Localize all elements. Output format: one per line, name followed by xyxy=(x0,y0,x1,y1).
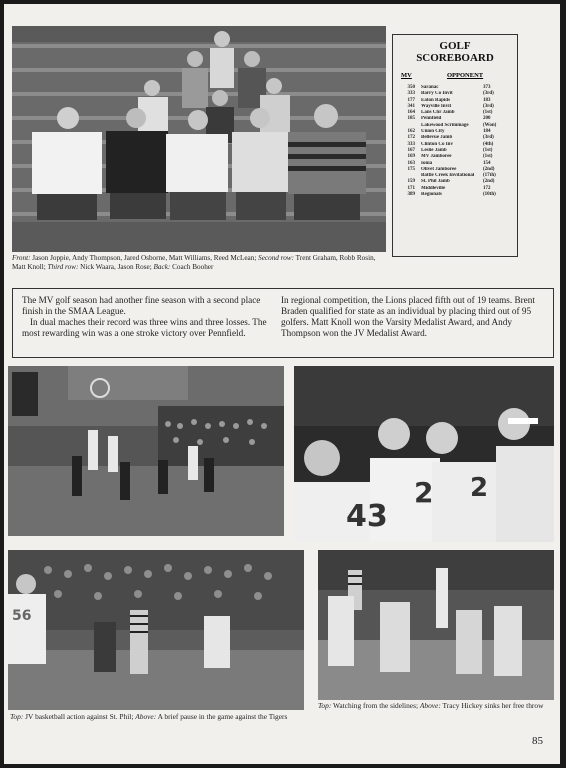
jersey-number-43: 43 xyxy=(346,499,388,534)
scoreboard-result: (Won) xyxy=(483,122,497,128)
scoreboard-opponent: Wayville Invit xyxy=(421,103,452,109)
scoreboard-result: (1st) xyxy=(483,110,493,116)
scoreboard-mv: 333 xyxy=(407,91,415,97)
scoreboard-result: 154 xyxy=(483,160,491,166)
scoreboard-mv: 162 xyxy=(407,129,415,135)
scoreboard-mv: 164 xyxy=(407,110,415,116)
story-paragraph: In regional competition, the Lions placed fifth out of 19 teams. Brent Braden qualified for state as an individual by placing third out of 95 golfers. Matt Knoll won the Varsity Medalist Award, and Andy Thompson won the JV Medalist Award. xyxy=(281,295,535,338)
scoreboard-title: GOLF SCOREBOARD xyxy=(416,40,494,64)
jersey-number-56: 56 xyxy=(12,608,32,624)
scoreboard-mv: 389 xyxy=(407,192,415,198)
scoreboard-result: (10th) xyxy=(483,192,496,198)
scoreboard-mv: 333 xyxy=(407,141,415,147)
scoreboard-opponent: Saranac xyxy=(421,85,439,90)
scoreboard-mv: 175 xyxy=(407,166,415,172)
scoreboard-mv: 177 xyxy=(407,97,415,103)
scoreboard-header xyxy=(393,72,517,79)
scoreboard-result: 373 xyxy=(483,85,491,90)
story-paragraph: The MV golf season had another fine season with a second place finish in the SMAA League. xyxy=(22,295,261,316)
game-pause-photo xyxy=(8,550,304,710)
jersey-number: 2 xyxy=(470,473,489,503)
scoreboard-row xyxy=(399,192,517,198)
scoreboard-result: (3rd) xyxy=(483,91,494,97)
scoreboard-result: (3rd) xyxy=(483,103,494,109)
scoreboard-result: (2nd) xyxy=(483,179,495,185)
scoreboard-opponent: Middleville xyxy=(421,185,446,191)
free-throw-photo xyxy=(318,550,554,700)
scoreboard-rows xyxy=(393,85,517,198)
scoreboard-opponent: Leslie Jamb xyxy=(421,147,447,153)
scoreboard-opponent: Bellevue Jamb xyxy=(421,135,453,141)
scoreboard-mv: 159 xyxy=(407,179,415,185)
scoreboard-opponent: Eaton Rapids xyxy=(421,97,451,103)
scoreboard-opponent: Lakewood Scrimmage xyxy=(421,122,469,128)
scoreboard-opponent: Barry Co Invit xyxy=(421,91,453,97)
scoreboard-opponent: St. Phil Jamb xyxy=(421,179,450,185)
scoreboard-result: 200 xyxy=(483,116,491,122)
scoreboard-result: 172 xyxy=(483,185,491,191)
scoreboard-mv: 172 xyxy=(407,135,415,141)
scoreboard-opponent: Ionia xyxy=(421,160,433,166)
story-column-left xyxy=(22,295,276,339)
scoreboard-mv: 185 xyxy=(407,116,415,122)
scoreboard-result: (17th) xyxy=(483,173,496,179)
scoreboard-opponent: Olivet Jamboree xyxy=(421,166,457,172)
scoreboard-opponent: Pennfield xyxy=(421,116,442,122)
scoreboard-mv: 169 xyxy=(407,154,415,160)
yearbook-page xyxy=(4,4,560,764)
scoreboard-result: (2nd) xyxy=(483,166,495,172)
scoreboard-mv: 350 xyxy=(407,85,415,90)
scoreboard-result: (1st) xyxy=(483,147,493,153)
golf-story-box xyxy=(12,288,554,358)
golf-team-photo xyxy=(12,26,386,252)
scoreboard-opponent: MV Jamboree xyxy=(421,154,452,160)
scoreboard-result: (1st) xyxy=(483,154,493,160)
jersey-number: 2 xyxy=(414,476,434,509)
scoreboard-mv: 341 xyxy=(407,103,415,109)
story-column-right xyxy=(281,295,549,339)
scoreboard-result: (3rd) xyxy=(483,135,494,141)
scoreboard-result: 183 xyxy=(483,97,491,103)
bottom-right-caption: Top: Watching from the sidelines; Above: Tracy Hickey sinks her free throw xyxy=(318,701,544,710)
team-photo-caption: Front: Jason Joppie, Andy Thompson, Jared Osborne, Matt Williams, Reed McLean; Second row: Trent Graham, Robb Rosin, Matt Knoll; Third row: Nick Waara, Jason Rose; Back: Coach Booher xyxy=(12,254,376,271)
page-number: 85 xyxy=(532,735,543,747)
basketball-action-photo xyxy=(8,366,284,536)
mv-column-header: MV xyxy=(401,72,412,79)
scoreboard-opponent: Union City xyxy=(421,129,445,135)
scoreboard-opponent: Clinton Co Inv xyxy=(421,141,453,147)
scoreboard-mv: 171 xyxy=(407,185,415,191)
golf-scoreboard xyxy=(392,34,518,257)
scoreboard-opponent: Lans Chr Jamb xyxy=(421,110,455,116)
opponent-column-header: OPPONENT xyxy=(447,72,484,79)
scoreboard-result: 184 xyxy=(483,129,491,135)
sideline-photo xyxy=(294,366,554,542)
story-paragraph: In dual maches their record was three wins and three losses. The most rewarding win was a one stroke victory over Pennfield. xyxy=(22,317,267,338)
scoreboard-mv: 167 xyxy=(407,147,415,153)
scoreboard-opponent: Regionals xyxy=(421,192,442,198)
scoreboard-result: (4th) xyxy=(483,141,494,147)
scoreboard-mv: 163 xyxy=(407,160,415,166)
bottom-left-caption: Top: JV basketball action against St. Phil; Above: A brief pause in the game against the Tigers xyxy=(10,712,288,721)
scoreboard-opponent: Battle Creek Invitational xyxy=(421,173,475,179)
